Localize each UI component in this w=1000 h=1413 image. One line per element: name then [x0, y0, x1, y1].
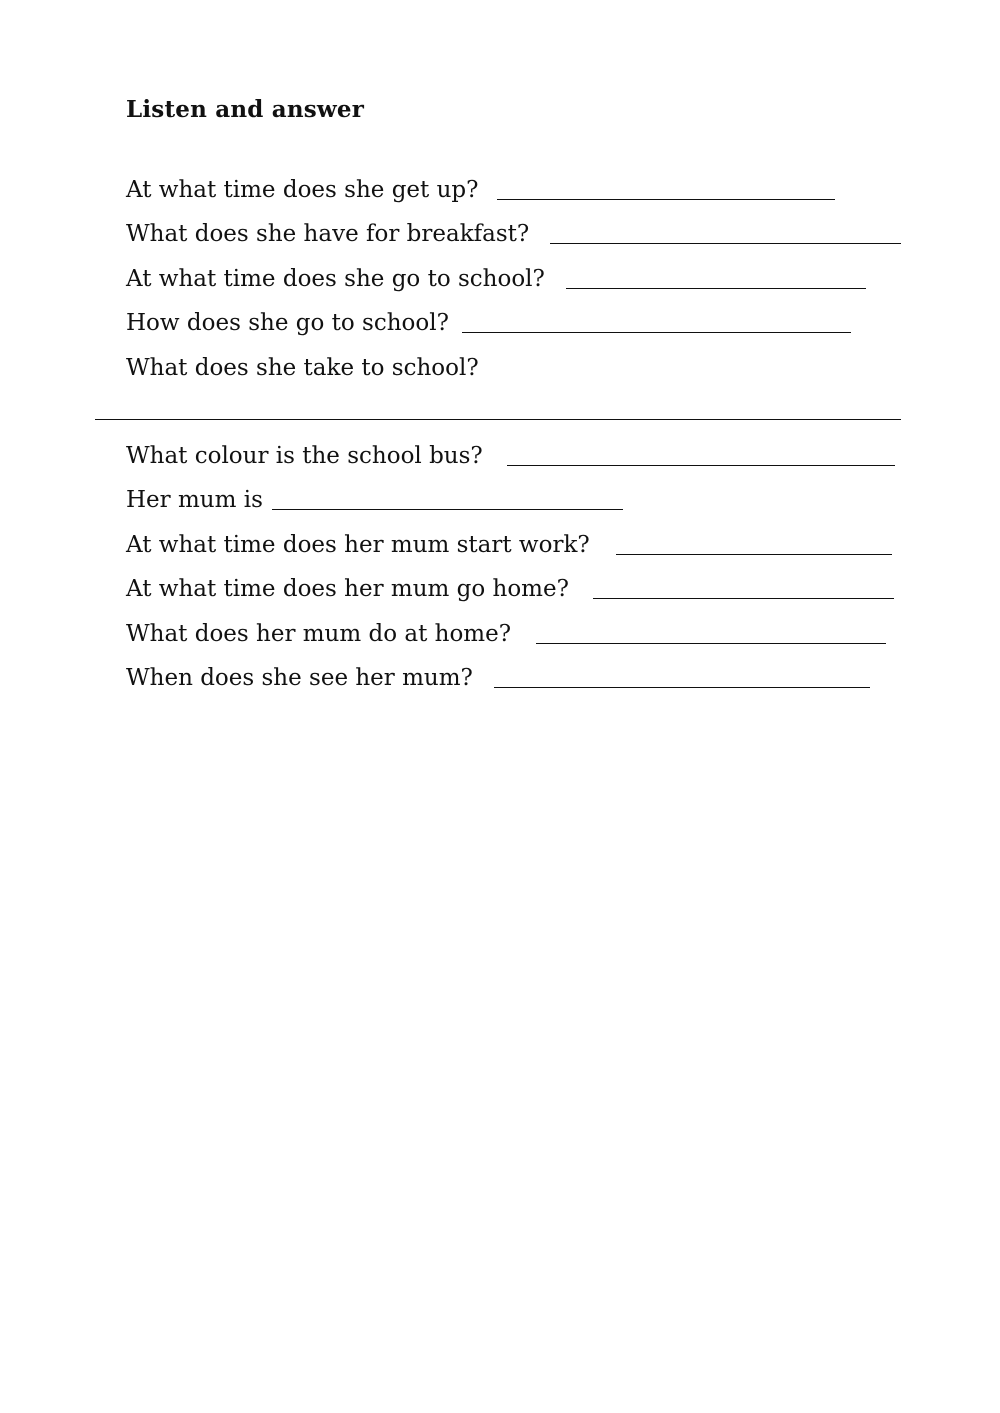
- answer-line-10[interactable]: [536, 643, 886, 644]
- answer-line-9[interactable]: [593, 598, 894, 599]
- question-11: When does she see her mum?: [126, 665, 473, 691]
- question-3: At what time does she go to school?: [126, 266, 545, 292]
- answer-line-5[interactable]: [95, 419, 901, 420]
- worksheet-title: Listen and answer: [126, 96, 365, 123]
- question-10: What does her mum do at home?: [126, 621, 512, 647]
- answer-line-6[interactable]: [507, 465, 895, 466]
- answer-line-7[interactable]: [272, 509, 623, 510]
- answer-line-4[interactable]: [462, 332, 851, 333]
- question-5: What does she take to school?: [126, 355, 479, 381]
- question-7: Her mum is: [126, 487, 263, 513]
- answer-line-1[interactable]: [497, 199, 835, 200]
- question-2: What does she have for breakfast?: [126, 221, 530, 247]
- question-4: How does she go to school?: [126, 310, 449, 336]
- question-8: At what time does her mum start work?: [126, 532, 590, 558]
- question-6: What colour is the school bus?: [126, 443, 483, 469]
- answer-line-8[interactable]: [616, 554, 892, 555]
- answer-line-3[interactable]: [566, 288, 866, 289]
- question-9: At what time does her mum go home?: [126, 576, 569, 602]
- answer-line-11[interactable]: [494, 687, 870, 688]
- answer-line-2[interactable]: [550, 243, 901, 244]
- question-1: At what time does she get up?: [126, 177, 479, 203]
